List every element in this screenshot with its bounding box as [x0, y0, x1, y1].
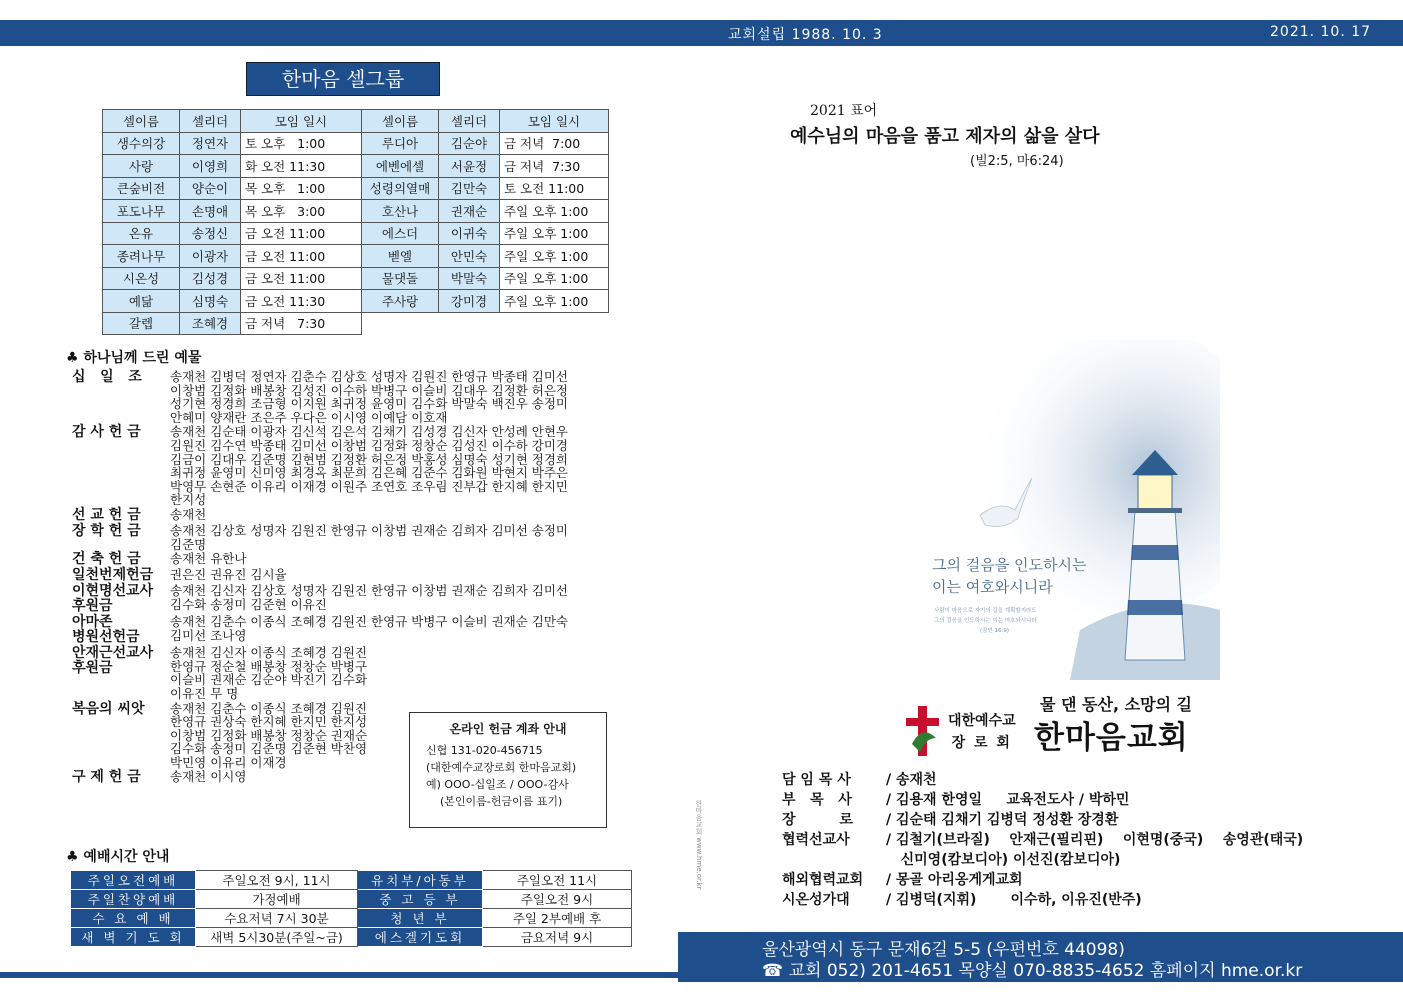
staff-names: / 김용재 한영일 교육전도사 / 박하민 [886, 792, 1130, 808]
motto-block [790, 100, 1100, 169]
cell-name: 예닮 [103, 290, 180, 313]
cell-leader: 김순야 [439, 132, 500, 155]
offering-names: 송재천 김신자 이종식 조혜경 김원진 한영규 정순철 배봉창 정창순 박병구 이슬비 권재순 김순야 박진기 김수화 이유진 무 명 [170, 645, 368, 701]
cell-leader: 김만숙 [439, 177, 500, 200]
denomination [948, 710, 1016, 754]
offering-names: 송재천 [170, 506, 207, 522]
meeting-time: 주일 오후 1:00 [500, 245, 609, 268]
staff-row [782, 890, 1303, 910]
cell-name: 시온성 [103, 267, 180, 290]
offering-label: 이현명선교사 후원금 [72, 583, 154, 615]
artwork-small-text: (잠언 16:9) [980, 628, 1010, 634]
motto-main: 예수님의 마음을 품고 제자의 삶을 살다 [790, 126, 1100, 147]
cell-name: 주사랑 [362, 290, 439, 313]
meeting-time: 금 저녁 7:30 [500, 155, 609, 178]
offering-label: 선 교 헌 금 [72, 506, 141, 523]
account-line: 신협 131-020-456715 [426, 744, 543, 757]
offering-names: 권은진 권유진 김시율 [170, 567, 287, 583]
vertical-web-text: 한마음교회 www.hme.or.kr [695, 800, 703, 890]
cell-name: 사랑 [103, 155, 180, 178]
meeting-time: 주일 오후 1:00 [500, 222, 609, 245]
worship-table [70, 870, 632, 947]
cell-leader: 권재순 [439, 200, 500, 223]
staff-role [782, 850, 886, 870]
cell-leader: 손명애 [180, 200, 241, 223]
staff-names: / 김병덕(지휘) 이수하, 이유진(반주) [886, 892, 1142, 908]
worship-service-time: 주일오전 9시 [483, 890, 632, 909]
cell-leader: 양순이 [180, 177, 241, 200]
staff-names: / 김철기(브라질) 안재근(필리핀) 이현명(중국) 송영관(태국) [886, 832, 1304, 848]
worship-service-name: 청 년 부 [358, 909, 483, 928]
cell-name: 호산나 [362, 200, 439, 223]
staff-list [782, 770, 1303, 910]
footer-address: 울산광역시 동구 문재6길 5-5 (우편번호 44098) [762, 940, 1125, 960]
worship-service-name: 주일오전예배 [71, 871, 196, 890]
cross-logo-icon [902, 704, 944, 758]
cell-leader: 이귀숙 [439, 222, 500, 245]
offering-label: 구 제 헌 금 [72, 769, 141, 786]
cell-leader: 이광자 [180, 245, 241, 268]
worship-service-time: 주일 2부예배 후 [483, 909, 632, 928]
cell-name: 갈렙 [103, 312, 180, 335]
account-line: (본인이름-헌금이름 표기) [426, 795, 563, 808]
artwork-small-text: 사람이 마음으로 자기의 길을 계획할지라도 [934, 608, 1037, 614]
staff-names: / 송재천 [886, 772, 937, 788]
cell-table-header: 모임 일시 [500, 110, 609, 133]
established-date: 교회설립 1988. 10. 3 [728, 27, 883, 43]
motto-reference: (빌2:5, 마6:24) [970, 154, 1064, 169]
offering-label: 건 축 헌 금 [72, 551, 141, 568]
cell-leader: 송정신 [180, 222, 241, 245]
worship-service-name: 수 요 예 배 [71, 909, 196, 928]
worship-service-name: 에스겔기도회 [358, 928, 483, 947]
offerings-title: ♣ 하나님께 드린 예물 [66, 350, 202, 366]
cell-name: 생수의강 [103, 132, 180, 155]
offering-names: 송재천 김상호 성명자 김원진 한영규 이창범 권재순 김희자 김미선 송정미 김준명 [170, 522, 569, 552]
meeting-time: 주일 오후 1:00 [500, 200, 609, 223]
offering-row [72, 568, 632, 583]
cell-leader: 이영희 [180, 155, 241, 178]
artwork-small-text: 그의 걸음을 인도하시는 이는 여호와시니라 [934, 618, 1037, 624]
offering-names: 송재천 김순태 이광자 김신석 김은석 김채기 김성경 김신자 안성례 안현우 김원진 김수연 박종태 김미선 이창범 김정화 정창순 김성진 이수하 강미경 김금이 김대우 김준명 김현범 김정환 허은정 박홍성 심명숙 성기현 정경희 최귀정 윤영미 신미영 최경옥 최문희 김은혜 김준수 김화원 박현지 박주은 박영무 손현준 이유리 이재경 이원주 조연호 조우림 진부갑 한지혜 한지민 한지성 [170, 424, 569, 508]
meeting-time: 화 오전 11:30 [241, 155, 362, 178]
worship-row [71, 871, 632, 890]
account-line: (대한예수교장로회 한마음교회) [426, 761, 577, 774]
cell-table-row [103, 290, 609, 313]
cell-name: 에스더 [362, 222, 439, 245]
worship-service-time: 수요저녁 7시 30분 [196, 909, 358, 928]
offering-row [72, 646, 632, 700]
cell-name: 큰숲비전 [103, 177, 180, 200]
offering-row [72, 508, 632, 523]
lighthouse-illustration [920, 340, 1220, 680]
offering-label: 아마존 병원선헌금 [72, 614, 140, 646]
artwork-verse-line: 그의 걸음을 인도하시는 [932, 556, 1087, 574]
staff-row [782, 770, 1303, 790]
offering-label: 장 학 헌 금 [72, 522, 141, 539]
worship-service-time: 주일오전 11시 [483, 871, 632, 890]
cell-table-header: 모임 일시 [241, 110, 362, 133]
cell-table-header: 셀리더 [180, 110, 241, 133]
meeting-time: 토 오후 1:00 [241, 132, 362, 155]
offering-names: 송재천 김춘수 이종식 조혜경 김원진 한영규 권상숙 한지혜 한지민 한지성 이창범 김정화 배봉창 정창순 권재순 김수화 송정미 김준명 김준현 박찬영 박민영 이유리 이재경 [170, 700, 368, 770]
worship-service-name: 주일찬양예배 [71, 890, 196, 909]
online-account-box [409, 712, 607, 828]
church-slogan: 물 댄 동산, 소망의 길 [1040, 695, 1193, 714]
empty-cell [439, 312, 500, 335]
cell-leader: 서윤정 [439, 155, 500, 178]
staff-role: 담 임 목 사 [782, 772, 851, 788]
cell-table-header: 셀리더 [439, 110, 500, 133]
offering-label: 감 사 헌 금 [72, 424, 141, 441]
cell-table-row [103, 155, 609, 178]
cell-name: 물댓돌 [362, 267, 439, 290]
meeting-time: 금 저녁 7:00 [500, 132, 609, 155]
denomination-line1: 대한예수교 [948, 713, 1016, 729]
top-bar [0, 20, 1403, 46]
worship-row [71, 909, 632, 928]
offering-label: 복음의 씨앗 [72, 700, 145, 717]
staff-role: 협력선교사 [782, 832, 850, 848]
meeting-time: 금 저녁 7:30 [241, 312, 362, 335]
staff-role: 해외협력교회 [782, 872, 864, 888]
worship-service-time: 가정예배 [196, 890, 358, 909]
cell-group-table [102, 109, 609, 335]
cell-name: 포도나무 [103, 200, 180, 223]
staff-role: 시온성가대 [782, 892, 850, 908]
bottom-rule [0, 972, 680, 978]
cell-table-row [103, 245, 609, 268]
staff-row [782, 850, 1303, 870]
cell-table-header: 셀이름 [103, 110, 180, 133]
worship-row [71, 928, 632, 947]
cell-leader: 박말숙 [439, 267, 500, 290]
account-line: 예) OOO-십일조 / OOO-감사 [426, 778, 569, 791]
offering-names: 송재천 김병덕 정연자 김춘수 김상호 성명자 김원진 한영규 박종태 김미선 이창범 김정화 배봉창 김성진 이수하 박병구 이슬비 김대우 김정환 허은정 성기현 정경희 조금형 이지원 최귀정 윤영미 김수화 박말숙 백진우 송정미 안혜미 양재란 조은주 우다은 이시영 이예담 이호재 [170, 369, 569, 425]
artwork-verse-line: 이는 여호와시니라 [932, 578, 1053, 596]
worship-title: ♣ 예배시간 안내 [66, 849, 170, 865]
meeting-time: 금 오전 11:00 [241, 267, 362, 290]
cell-name: 성령의열매 [362, 177, 439, 200]
cell-group-header-row [103, 110, 609, 133]
worship-service-time: 주일오전 9시, 11시 [196, 871, 358, 890]
cell-table-row [103, 222, 609, 245]
offering-row [72, 584, 632, 614]
worship-service-name: 유치부/아동부 [358, 871, 483, 890]
cell-name: 종려나무 [103, 245, 180, 268]
offering-row [72, 425, 632, 507]
cell-name: 루디아 [362, 132, 439, 155]
offering-label: 십 일 조 [72, 369, 142, 385]
meeting-time: 주일 오후 1:00 [500, 290, 609, 313]
cell-leader: 심명숙 [180, 290, 241, 313]
worship-service-name: 중 고 등 부 [358, 890, 483, 909]
staff-row [782, 870, 1303, 890]
worship-service-time: 금요저녁 9시 [483, 928, 632, 947]
footer-phone: ☎ 교회 052) 201-4651 목양실 070-8835-4652 홈페이지 hme.or.kr [762, 961, 1303, 981]
cell-leader: 안민숙 [439, 245, 500, 268]
denomination-line2: 장 로 회 [951, 735, 1012, 751]
meeting-time: 주일 오후 1:00 [500, 267, 609, 290]
staff-names: 신미영(캄보디아) 이선진(캄보디아) [886, 852, 1121, 868]
offering-label: 일천번제헌금 [72, 567, 154, 584]
bulletin-date: 2021. 10. 17 [1270, 24, 1372, 40]
church-name: 한마음교회 [1034, 720, 1189, 756]
offering-names: 송재천 김신자 김상호 성명자 김원진 한영규 이창범 권재순 김희자 김미선 김수화 송정미 김준현 이유진 [170, 583, 569, 612]
meeting-time: 목 오후 1:00 [241, 177, 362, 200]
staff-row [782, 830, 1303, 850]
staff-role: 장 로 [782, 812, 853, 828]
cell-table-row [103, 267, 609, 290]
motto-year: 2021 표어 [810, 103, 878, 119]
cell-table-row [103, 132, 609, 155]
meeting-time: 금 오전 11:30 [241, 290, 362, 313]
offering-row [72, 370, 632, 424]
staff-names: / 김순태 김채기 김병덕 정성환 장경환 [886, 812, 1119, 828]
cell-table-header: 셀이름 [362, 110, 439, 133]
empty-cell [362, 312, 439, 335]
offering-row [72, 615, 632, 645]
cell-name: 온유 [103, 222, 180, 245]
account-title: 온라인 헌금 계좌 안내 [449, 722, 567, 736]
cell-table-row [103, 312, 609, 335]
staff-row [782, 790, 1303, 810]
staff-row [782, 810, 1303, 830]
cell-leader: 조혜경 [180, 312, 241, 335]
empty-cell [500, 312, 609, 335]
meeting-time: 목 오후 3:00 [241, 200, 362, 223]
footer [678, 932, 1403, 982]
meeting-time: 금 오전 11:00 [241, 222, 362, 245]
cell-leader: 김성경 [180, 267, 241, 290]
offering-names: 송재천 김춘수 이종식 조혜경 김원진 한영규 박병구 이슬비 권재순 김만숙 김미선 조나영 [170, 614, 569, 643]
offering-names: 송재천 이시영 [170, 769, 247, 785]
worship-service-name: 새 벽 기 도 회 [71, 928, 196, 947]
cell-table-row [103, 200, 609, 223]
cell-leader: 정연자 [180, 132, 241, 155]
offering-label: 안재근선교사 후원금 [72, 645, 154, 677]
meeting-time: 토 오전 11:00 [500, 177, 609, 200]
cell-table-row [103, 177, 609, 200]
meeting-time: 금 오전 11:00 [241, 245, 362, 268]
cell-leader: 강미경 [439, 290, 500, 313]
offering-row [72, 552, 632, 567]
cell-group-title: 한마음 셀그룹 [246, 62, 440, 96]
cell-name: 벧엘 [362, 245, 439, 268]
cell-name: 에벤에셀 [362, 155, 439, 178]
offering-names: 송재천 유한나 [170, 551, 247, 567]
offering-row [72, 524, 632, 551]
worship-row [71, 890, 632, 909]
staff-names: / 몽골 아리옹게게교회 [886, 872, 1023, 888]
worship-service-time: 새벽 5시30분(주일~금) [196, 928, 358, 947]
staff-role: 부 목 사 [782, 792, 852, 808]
